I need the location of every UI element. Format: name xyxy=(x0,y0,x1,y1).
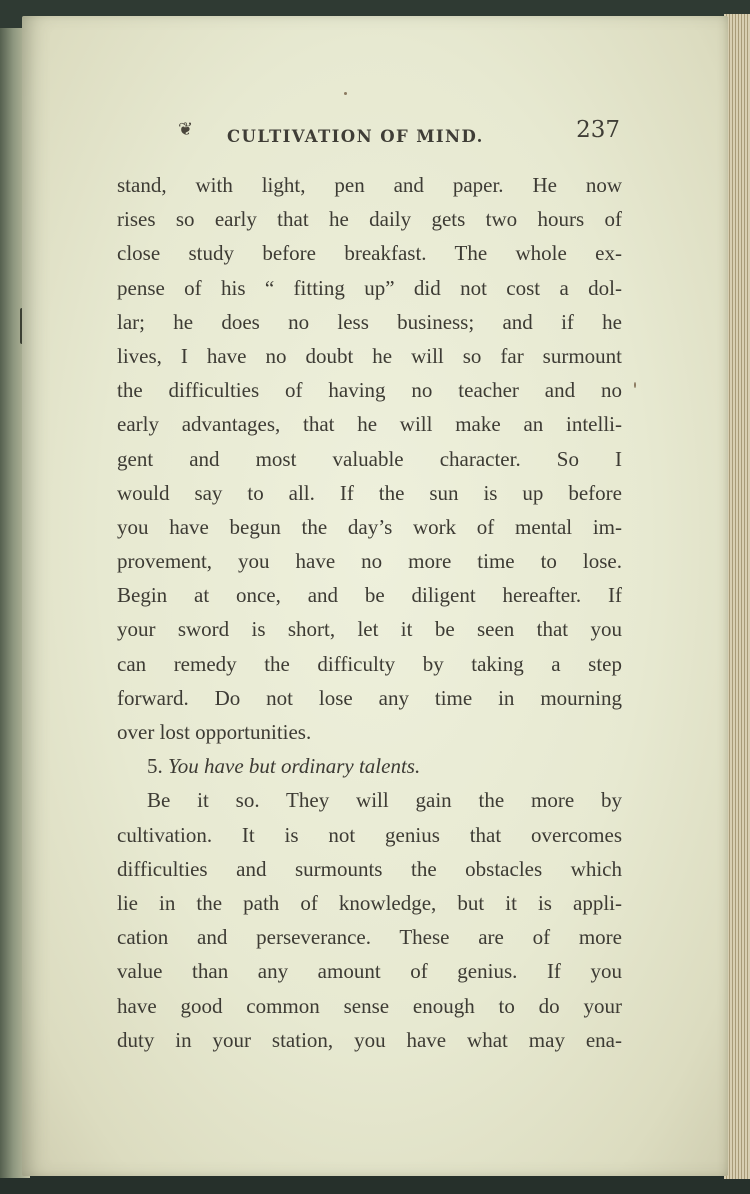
body-text xyxy=(117,168,622,1057)
section-heading xyxy=(117,749,622,783)
text-line: lar; he does no less business; and if he xyxy=(117,309,622,334)
text-line: you have begun the day’s work of mental im- xyxy=(117,514,622,539)
text-line: lie in the path of knowledge, but it is appli- xyxy=(117,890,622,915)
text-line: Be it so. They will gain the more by xyxy=(147,788,622,813)
text-line: value than any amount of genius. If you xyxy=(117,959,622,984)
text-line: rises so early that he daily gets two hours of xyxy=(117,207,622,232)
text-line: lives, I have no doubt he will so far surmount xyxy=(117,343,622,368)
text-line: provement, you have no more time to lose. xyxy=(117,549,622,574)
text-line: Begin at once, and be diligent hereafter. If xyxy=(117,583,622,608)
text-line: would say to all. If the sun is up before xyxy=(117,480,622,505)
text-line: cation and perseverance. These are of more xyxy=(117,925,622,950)
ornament-mark: ❦ xyxy=(178,119,194,140)
text-line: forward. Do not lose any time in mourning xyxy=(117,685,622,710)
text-line: duty in your station, you have what may ena- xyxy=(117,1027,622,1052)
text-line: have good common sense enough to do your xyxy=(117,993,622,1018)
text-line: gent and most valuable character. So I xyxy=(117,446,622,471)
running-head-title: CULTIVATION OF MIND. xyxy=(227,127,484,146)
text-line: early advantages, that he will make an intelli- xyxy=(117,412,622,437)
text-line: over lost opportunities. xyxy=(117,720,312,744)
text-line: cultivation. It is not genius that overcomes xyxy=(117,822,622,847)
text-line: the difficulties of having no teacher and no xyxy=(117,378,622,403)
paper-speck xyxy=(344,92,347,95)
section-title: You have but ordinary talents. xyxy=(168,754,421,779)
text-line: can remedy the difficulty by taking a step xyxy=(117,651,622,676)
text-line: pense of his “ fitting up” did not cost a dol- xyxy=(117,275,622,300)
running-head xyxy=(175,117,630,151)
text-line: close study before breakfast. The whole ex- xyxy=(117,241,622,266)
text-line: difficulties and surmounts the obstacles which xyxy=(117,856,622,881)
text-line: stand, with light, pen and paper. He now xyxy=(117,173,622,197)
text-line: your sword is short, let it be seen that you xyxy=(117,617,622,642)
section-number: 5. xyxy=(147,754,163,779)
page-number: 237 xyxy=(576,117,620,143)
paper-speck xyxy=(634,382,636,388)
